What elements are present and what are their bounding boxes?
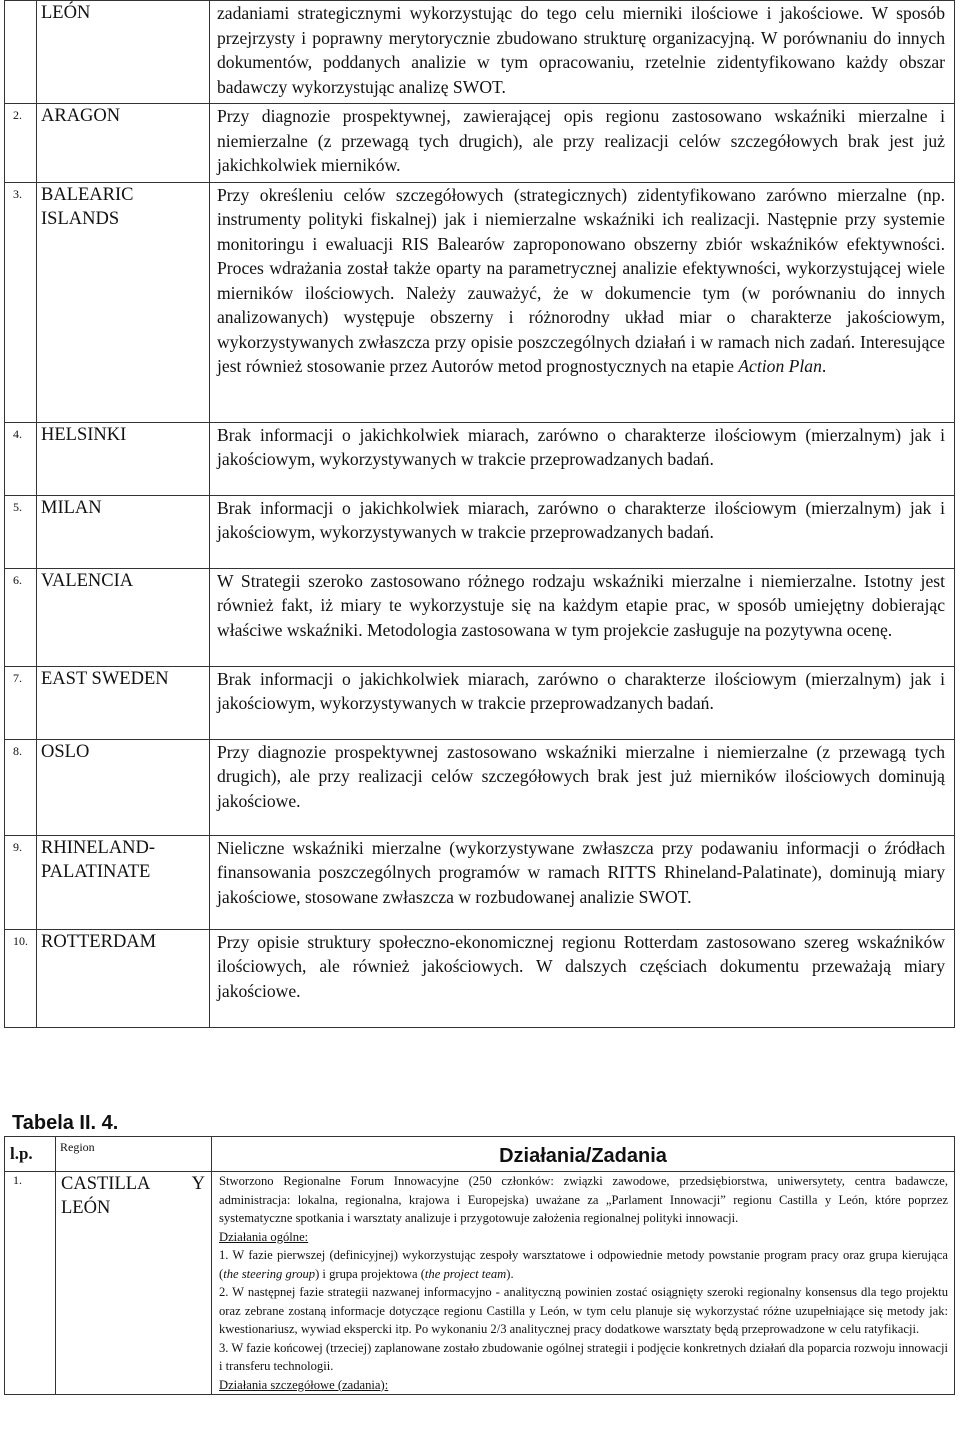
row-number: 6. — [5, 568, 37, 666]
table-row — [5, 568, 955, 666]
region-assessment: W Strategii szeroko zastosowano różnego rodzaju wskaźniki mierzalne i niemierzalne. Istotny jest również fakt, iż miary te wykorzystuje się na każdym etapie prac, w sposób umiejętny dobierając właściwe wskaźniki. Metodologia zastosowana w tym projekcie zasługuje na pozytywna ocenę. — [210, 568, 955, 666]
region-name-part: CASTILLA — [61, 1174, 151, 1194]
region-name: ROTTERDAM — [37, 929, 210, 1027]
row-number: 1. — [5, 1172, 56, 1395]
assessment-italic: Action Plan — [738, 356, 822, 376]
region-name-line2: LEÓN — [61, 1198, 111, 1218]
table-row — [5, 1, 955, 104]
region-assessment: Brak informacji o jakichkolwiek miarach, zarówno o charakterze ilościowym (mierzalnym) jak i jakościowym, wykorzystywanych w trakcie przeprowadzanych badań. — [210, 422, 955, 495]
region-name: VALENCIA — [37, 568, 210, 666]
region-name: ARAGON — [37, 104, 210, 183]
phase-1-italic: the project team — [424, 1266, 507, 1281]
assessment-end: . — [821, 356, 827, 376]
row-number: 7. — [5, 666, 37, 739]
row-number — [5, 1, 37, 104]
region-name-part: Y — [191, 1174, 205, 1194]
row-number: 2. — [5, 104, 37, 183]
row-number: 5. — [5, 495, 37, 568]
table-row — [5, 104, 955, 183]
actions-intro: Stworzono Regionalne Forum Innowacyjne (250 członków: związki zawodowe, przedsiębiorstwa, uniwersytety, centra badawcze, administracja: lokalna, regionalna, krajowa i Europejska) uważane za „Parlament Innowacji” regionu Castilla y León, które poprzez systematyczne spotkania i warsztaty analizuje i przygotowuje założenia regionalnej polityki innowacji. — [219, 1174, 948, 1225]
region-name: EAST SWEDEN — [37, 666, 210, 739]
phase-1-part: 1. W fazie pierwszej (definicyjnej) wykorzystując zespoły warsztatowe i odpowiednie metody powstanie program pracy oraz grupa kierująca ( — [219, 1248, 948, 1281]
actions-cell — [212, 1172, 955, 1395]
row-number: 8. — [5, 739, 37, 835]
row-number: 3. — [5, 182, 37, 422]
region-name: HELSINKI — [37, 422, 210, 495]
region-name: OSLO — [37, 739, 210, 835]
detailed-actions-heading: Działania szczegółowe (zadania): — [219, 1377, 389, 1392]
phase-2-text: 2. W następnej fazie strategii nazwanej informacyjno - analityczną powinien zostać osiągnięty szeroki regionalny konsensus dla tego projektu oraz zebrane zostaną informacje dotyczące regionu Castilla y León, w tym celu planuje się wykorzystać różne uzupełniające się metody jak: kwestionariusz, wywiad ekspercki itp. Po wykonaniu 2/3 analitycznej pracy dodatkowe warsztaty będą przeprowadzone w celu ratyfikacji. — [219, 1285, 948, 1336]
row-number: 10. — [5, 929, 37, 1027]
phase-1-part: ). — [506, 1266, 514, 1281]
table-row — [5, 182, 955, 422]
region-assessment: Przy diagnozie prospektywnej zastosowano wskaźniki mierzalne i niemierzalne (z przewagą tych drugich), ale przy realizacji celów szczegółowych brak jest już mierników ilościowych dominują jakościowe. — [210, 739, 955, 835]
actions-table — [4, 1136, 955, 1395]
region-name: MILAN — [37, 495, 210, 568]
region-name — [56, 1172, 212, 1395]
phase-1-italic: the steering group — [223, 1266, 316, 1281]
region-assessment: Nieliczne wskaźniki mierzalne (wykorzystywane zwłaszcza przy podawaniu informacji o źródłach finansowania poszczególnych programów w ramach RITTS Rhineland-Palatinate), dominują miary jakościowe, stosowane zwłaszcza w rozbudowanej analizie SWOT. — [210, 835, 955, 929]
region-assessment: Przy diagnozie prospektywnej, zawierającej opis regionu zastosowano wskaźniki mierzalne i niemierzalne (z przewagą tych drugich), ale przy realizacji celów szczegółowych brak jest już jakichkolwiek mierników. — [210, 104, 955, 183]
table-row — [5, 422, 955, 495]
table-row — [5, 929, 955, 1027]
region-name-line1 — [61, 1172, 205, 1196]
general-actions-heading: Działania ogólne: — [219, 1229, 309, 1244]
table-row — [5, 739, 955, 835]
region-name: RHINELAND-PALATINATE — [37, 835, 210, 929]
region-name: LEÓN — [37, 1, 210, 104]
region-assessment: Brak informacji o jakichkolwiek miarach, zarówno o charakterze ilościowym (mierzalnym) jak i jakościowym, wykorzystywanych w trakcie przeprowadzanych badań. — [210, 495, 955, 568]
phase-1-part: ) i grupa projektowa ( — [315, 1266, 425, 1281]
region-name: BALEARIC ISLANDS — [37, 182, 210, 422]
evaluation-table — [4, 0, 955, 1028]
header-lp: l.p. — [5, 1137, 56, 1172]
row-number: 9. — [5, 835, 37, 929]
region-assessment — [210, 182, 955, 422]
table-row — [5, 835, 955, 929]
row-number: 4. — [5, 422, 37, 495]
table-caption: Tabela II. 4. — [12, 1112, 119, 1134]
table-header-row — [5, 1137, 955, 1172]
region-assessment: Przy opisie struktury społeczno-ekonomicznej regionu Rotterdam zastosowano szereg wskaźników ilościowych, ale również jakościowych. W dalszych częściach dokumentu przeważają miary jakościowe. — [210, 929, 955, 1027]
table-row — [5, 495, 955, 568]
region-assessment: Brak informacji o jakichkolwiek miarach, zarówno o charakterze ilościowym (mierzalnym) jak i jakościowym, wykorzystywanych w trakcie przeprowadzanych badań. — [210, 666, 955, 739]
table-row — [5, 1172, 955, 1395]
header-actions: Działania/Zadania — [212, 1137, 955, 1172]
phase-3-text: 3. W fazie końcowej (trzeciej) zaplanowane zostało zbudowanie ogólnej strategii i podjęcie konkretnych działań dla poparcia rozwoju innowacji i transferu technologii. — [219, 1340, 948, 1373]
table-row — [5, 666, 955, 739]
assessment-text: Przy określeniu celów szczegółowych (strategicznych) zidentyfikowano zarówno mierzalne (np. instrumenty polityki fiskalnej) jak i niemierzalne wskaźniki ich realizacji. Następnie przy systemie monitoringu i ewaluacji RIS Balearów zaproponowano obszerny zbiór wskaźników efektywności. Proces wdrażania został także oparty na parametrycznej analizie efektywności, wykorzystującej wiele mierników ilościowych. Należy zauważyć, że w dokumencie tym (w porównaniu do innych analizowanych) występuje obszerny i różnorodny układ miar o charakterze jakościowym, wykorzystywanych zwłaszcza przy opisie poszczególnych działań i w ramach nich zadań. Interesujące jest również stosowanie przez Autorów metod prognostycznych na etapie — [217, 184, 945, 376]
header-region: Region — [56, 1137, 212, 1172]
region-assessment: zadaniami strategicznymi wykorzystując do tego celu mierniki ilościowe i jakościowe. W sposób przejrzysty i poprawny merytorycznie zbudowano strukturę organizacyjną. W porównaniu do innych dokumentów, poddanych analizie w tym opracowaniu, rzetelnie zidentyfikowano każdy obszar badawczy wykorzystując analizę SWOT. — [210, 1, 955, 104]
phase-1-text — [219, 1246, 948, 1283]
